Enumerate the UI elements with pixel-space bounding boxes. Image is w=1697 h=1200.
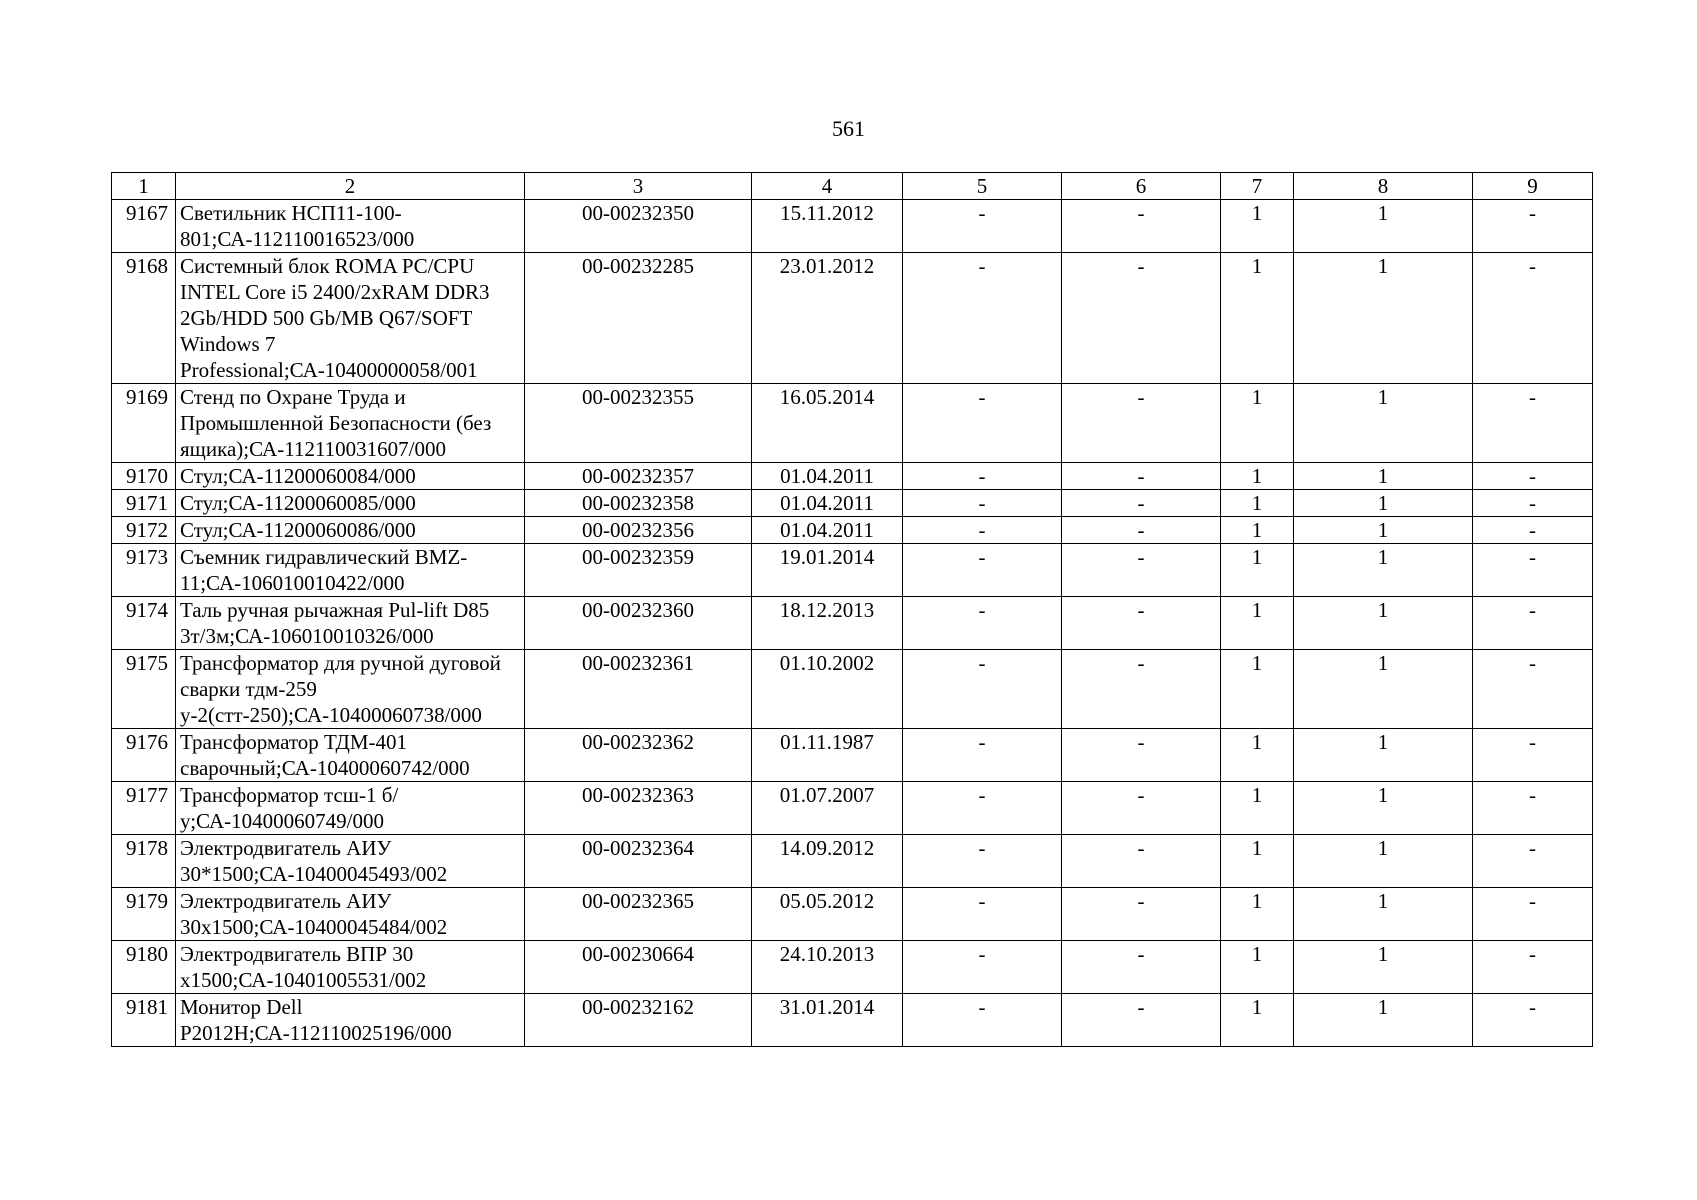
cell-date: 05.05.2012 — [752, 888, 903, 941]
cell-row-number: 9169 — [112, 384, 176, 463]
table-row — [112, 782, 1593, 835]
column-header-2: 2 — [176, 173, 525, 200]
cell-col-7: 1 — [1221, 517, 1294, 544]
cell-inventory-code: 00-00232358 — [525, 490, 752, 517]
cell-col-9: - — [1473, 888, 1593, 941]
cell-col-5: - — [903, 253, 1062, 384]
cell-col-5: - — [903, 384, 1062, 463]
cell-item-name: Съемник гидравлический BMZ-11;СА-106010010422/000 — [176, 544, 525, 597]
cell-inventory-code: 00-00232363 — [525, 782, 752, 835]
column-header-3: 3 — [525, 173, 752, 200]
page-number: 561 — [832, 116, 865, 141]
cell-col-7: 1 — [1221, 463, 1294, 490]
cell-date: 01.10.2002 — [752, 650, 903, 729]
cell-col-9: - — [1473, 994, 1593, 1047]
cell-col-7: 1 — [1221, 253, 1294, 384]
column-header-8: 8 — [1294, 173, 1473, 200]
cell-row-number: 9168 — [112, 253, 176, 384]
cell-col-5: - — [903, 888, 1062, 941]
cell-col-8: 1 — [1294, 835, 1473, 888]
cell-col-7: 1 — [1221, 835, 1294, 888]
cell-col-7: 1 — [1221, 888, 1294, 941]
cell-date: 01.04.2011 — [752, 463, 903, 490]
cell-col-8: 1 — [1294, 463, 1473, 490]
cell-inventory-code: 00-00232162 — [525, 994, 752, 1047]
cell-col-8: 1 — [1294, 544, 1473, 597]
table-row — [112, 384, 1593, 463]
cell-date: 01.04.2011 — [752, 490, 903, 517]
cell-col-8: 1 — [1294, 941, 1473, 994]
cell-date: 16.05.2014 — [752, 384, 903, 463]
cell-col-8: 1 — [1294, 994, 1473, 1047]
cell-inventory-code: 00-00232360 — [525, 597, 752, 650]
cell-item-name: Электродвигатель АИУ 30*1500;СА-10400045493/002 — [176, 835, 525, 888]
table-row — [112, 200, 1593, 253]
cell-item-name: Стул;СА-11200060084/000 — [176, 463, 525, 490]
cell-inventory-code: 00-00232362 — [525, 729, 752, 782]
cell-inventory-code: 00-00232365 — [525, 888, 752, 941]
cell-col-6: - — [1062, 384, 1221, 463]
cell-col-9: - — [1473, 729, 1593, 782]
cell-col-5: - — [903, 941, 1062, 994]
cell-col-7: 1 — [1221, 490, 1294, 517]
inventory-table — [111, 172, 1593, 1047]
cell-col-9: - — [1473, 200, 1593, 253]
cell-col-7: 1 — [1221, 941, 1294, 994]
cell-row-number: 9180 — [112, 941, 176, 994]
table-body — [112, 173, 1593, 1047]
column-header-4: 4 — [752, 173, 903, 200]
cell-item-name: Трансформатор тсш-1 б/у;СА-10400060749/000 — [176, 782, 525, 835]
cell-item-name: Трансформатор ТДМ-401 сварочный;СА-10400060742/000 — [176, 729, 525, 782]
cell-col-8: 1 — [1294, 253, 1473, 384]
cell-item-name: Электродвигатель ВПР 30 х1500;СА-10401005531/002 — [176, 941, 525, 994]
cell-item-name: Электродвигатель АИУ 30х1500;СА-10400045484/002 — [176, 888, 525, 941]
cell-col-9: - — [1473, 650, 1593, 729]
table-row — [112, 650, 1593, 729]
cell-date: 19.01.2014 — [752, 544, 903, 597]
cell-row-number: 9178 — [112, 835, 176, 888]
cell-col-6: - — [1062, 941, 1221, 994]
cell-col-6: - — [1062, 994, 1221, 1047]
cell-col-5: - — [903, 650, 1062, 729]
cell-col-9: - — [1473, 463, 1593, 490]
cell-row-number: 9172 — [112, 517, 176, 544]
cell-col-6: - — [1062, 782, 1221, 835]
cell-date: 01.04.2011 — [752, 517, 903, 544]
table-row — [112, 729, 1593, 782]
cell-col-5: - — [903, 994, 1062, 1047]
cell-col-7: 1 — [1221, 782, 1294, 835]
cell-date: 14.09.2012 — [752, 835, 903, 888]
cell-inventory-code: 00-00232350 — [525, 200, 752, 253]
cell-col-5: - — [903, 544, 1062, 597]
cell-col-9: - — [1473, 544, 1593, 597]
cell-col-9: - — [1473, 384, 1593, 463]
cell-inventory-code: 00-00232355 — [525, 384, 752, 463]
cell-col-6: - — [1062, 729, 1221, 782]
cell-col-5: - — [903, 782, 1062, 835]
table-row — [112, 994, 1593, 1047]
cell-col-7: 1 — [1221, 597, 1294, 650]
cell-col-7: 1 — [1221, 994, 1294, 1047]
cell-date: 31.01.2014 — [752, 994, 903, 1047]
cell-date: 24.10.2013 — [752, 941, 903, 994]
cell-col-5: - — [903, 597, 1062, 650]
cell-col-9: - — [1473, 490, 1593, 517]
column-header-7: 7 — [1221, 173, 1294, 200]
cell-inventory-code: 00-00230664 — [525, 941, 752, 994]
table-row — [112, 517, 1593, 544]
cell-col-6: - — [1062, 490, 1221, 517]
cell-col-6: - — [1062, 888, 1221, 941]
cell-col-9: - — [1473, 782, 1593, 835]
cell-col-8: 1 — [1294, 200, 1473, 253]
cell-item-name: Стул;СА-11200060085/000 — [176, 490, 525, 517]
cell-col-6: - — [1062, 650, 1221, 729]
cell-col-8: 1 — [1294, 384, 1473, 463]
cell-item-name: Системный блок ROMA PC/CPU INTEL Core i5 2400/2xRAM DDR3 2Gb/HDD 500 Gb/MB Q67/SOFT Windows 7 Professional;СА-10400000058/001 — [176, 253, 525, 384]
table-row — [112, 490, 1593, 517]
cell-col-7: 1 — [1221, 650, 1294, 729]
cell-row-number: 9176 — [112, 729, 176, 782]
cell-item-name: Трансформатор для ручной дуговой сварки тдм-259 у-2(стт-250);СА-10400060738/000 — [176, 650, 525, 729]
cell-inventory-code: 00-00232361 — [525, 650, 752, 729]
cell-col-9: - — [1473, 597, 1593, 650]
cell-date: 18.12.2013 — [752, 597, 903, 650]
cell-col-8: 1 — [1294, 888, 1473, 941]
cell-col-6: - — [1062, 544, 1221, 597]
cell-row-number: 9170 — [112, 463, 176, 490]
cell-row-number: 9177 — [112, 782, 176, 835]
cell-col-8: 1 — [1294, 782, 1473, 835]
cell-col-8: 1 — [1294, 650, 1473, 729]
cell-col-9: - — [1473, 517, 1593, 544]
cell-col-5: - — [903, 729, 1062, 782]
cell-col-8: 1 — [1294, 597, 1473, 650]
cell-date: 23.01.2012 — [752, 253, 903, 384]
cell-item-name: Светильник НСП11-100-801;СА-112110016523/000 — [176, 200, 525, 253]
table-row — [112, 888, 1593, 941]
cell-col-5: - — [903, 463, 1062, 490]
cell-row-number: 9174 — [112, 597, 176, 650]
column-header-5: 5 — [903, 173, 1062, 200]
cell-row-number: 9171 — [112, 490, 176, 517]
cell-col-6: - — [1062, 835, 1221, 888]
cell-col-5: - — [903, 835, 1062, 888]
cell-item-name: Стул;СА-11200060086/000 — [176, 517, 525, 544]
cell-col-8: 1 — [1294, 517, 1473, 544]
table-row — [112, 463, 1593, 490]
cell-item-name: Монитор Dell P2012H;СА-112110025196/000 — [176, 994, 525, 1047]
cell-row-number: 9173 — [112, 544, 176, 597]
cell-col-9: - — [1473, 941, 1593, 994]
table-row — [112, 597, 1593, 650]
table-row — [112, 835, 1593, 888]
column-header-1: 1 — [112, 173, 176, 200]
table-row — [112, 941, 1593, 994]
cell-col-6: - — [1062, 517, 1221, 544]
cell-row-number: 9175 — [112, 650, 176, 729]
cell-col-5: - — [903, 490, 1062, 517]
cell-col-9: - — [1473, 835, 1593, 888]
cell-date: 01.07.2007 — [752, 782, 903, 835]
cell-col-6: - — [1062, 200, 1221, 253]
cell-date: 15.11.2012 — [752, 200, 903, 253]
cell-row-number: 9181 — [112, 994, 176, 1047]
cell-item-name: Стенд по Охране Труда и Промышленной Безопасности (без ящика);СА-112110031607/000 — [176, 384, 525, 463]
cell-col-8: 1 — [1294, 729, 1473, 782]
cell-item-name: Таль ручная рычажная Pul-lift D85 3т/3м;СА-106010010326/000 — [176, 597, 525, 650]
cell-col-7: 1 — [1221, 384, 1294, 463]
cell-inventory-code: 00-00232364 — [525, 835, 752, 888]
cell-inventory-code: 00-00232285 — [525, 253, 752, 384]
cell-inventory-code: 00-00232359 — [525, 544, 752, 597]
cell-row-number: 9167 — [112, 200, 176, 253]
column-header-6: 6 — [1062, 173, 1221, 200]
table-header-row — [112, 173, 1593, 200]
cell-inventory-code: 00-00232357 — [525, 463, 752, 490]
cell-col-7: 1 — [1221, 200, 1294, 253]
cell-col-5: - — [903, 200, 1062, 253]
cell-col-7: 1 — [1221, 544, 1294, 597]
cell-col-6: - — [1062, 463, 1221, 490]
cell-col-6: - — [1062, 253, 1221, 384]
cell-col-7: 1 — [1221, 729, 1294, 782]
cell-date: 01.11.1987 — [752, 729, 903, 782]
cell-col-6: - — [1062, 597, 1221, 650]
column-header-9: 9 — [1473, 173, 1593, 200]
cell-inventory-code: 00-00232356 — [525, 517, 752, 544]
table-row — [112, 253, 1593, 384]
table-row — [112, 544, 1593, 597]
cell-col-9: - — [1473, 253, 1593, 384]
cell-col-8: 1 — [1294, 490, 1473, 517]
cell-col-5: - — [903, 517, 1062, 544]
cell-row-number: 9179 — [112, 888, 176, 941]
